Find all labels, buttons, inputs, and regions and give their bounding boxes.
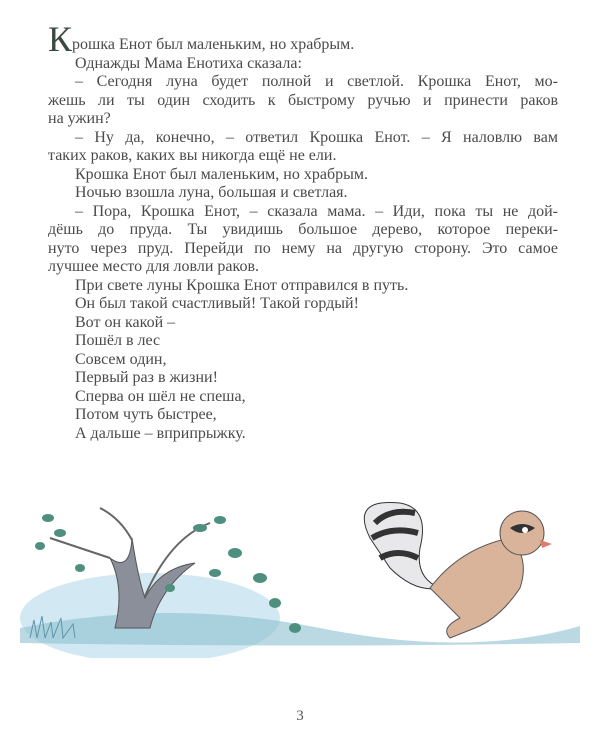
raccoon bbox=[364, 502, 552, 638]
raccoon-illustration bbox=[20, 478, 580, 658]
text-line: Однажды Мама Енотиха сказала: bbox=[75, 54, 302, 72]
paragraph-lines bbox=[48, 55, 558, 444]
story-text bbox=[48, 19, 558, 443]
text-line: Совсем один, bbox=[75, 350, 167, 368]
first-line-text: рошка Енот был маленьким, но храбрым. bbox=[72, 36, 355, 53]
text-line: При свете луны Крошка Енот отправился в путь. bbox=[75, 276, 409, 294]
text-line: Потом чуть быстрее, bbox=[75, 406, 217, 423]
text-line: таких раков, каких вы никогда ещё не ели. bbox=[48, 147, 337, 164]
text-line: на ужин? bbox=[48, 110, 111, 127]
text-line: Сперва он шёл не спеша, bbox=[75, 387, 246, 405]
text-line: Он был такой счастливый! Такой гордый! bbox=[75, 295, 359, 312]
page-number: 3 bbox=[296, 708, 304, 724]
text-line: Вот он какой – bbox=[75, 313, 176, 331]
text-line: лучшее место для ловли раков. bbox=[48, 258, 260, 275]
text-line: Первый раз в жизни! bbox=[75, 369, 218, 386]
text-line: дёшь до пруда. Ты увидишь большое дерево, которое переки- bbox=[48, 221, 558, 238]
text-line: А дальше – вприпрыжку. bbox=[75, 424, 246, 442]
text-line: нуто через пруд. Перейди по нему на другую сторону. Это самое bbox=[48, 239, 558, 257]
text-line: Пошёл в лес bbox=[75, 332, 161, 349]
text-line: Крошка Енот был маленьким, но храбрым. bbox=[75, 165, 368, 183]
text-line: – Ну да, конечно, – ответил Крошка Енот. – Я наловлю вам bbox=[75, 128, 558, 146]
first-line bbox=[48, 19, 558, 59]
text-line: – Пора, Крошка Енот, – сказала мама. – Иди, пока ты не дой- bbox=[75, 202, 558, 220]
text-line: – Сегодня луна будет полной и светлой. Крошка Енот, мо- bbox=[75, 73, 558, 90]
drop-cap: К bbox=[48, 19, 73, 59]
text-line: Ночью взошла луна, большая и светлая. bbox=[75, 184, 348, 201]
text-line: жешь ли ты один сходить к быстрому ручью и принести раков bbox=[48, 91, 558, 109]
